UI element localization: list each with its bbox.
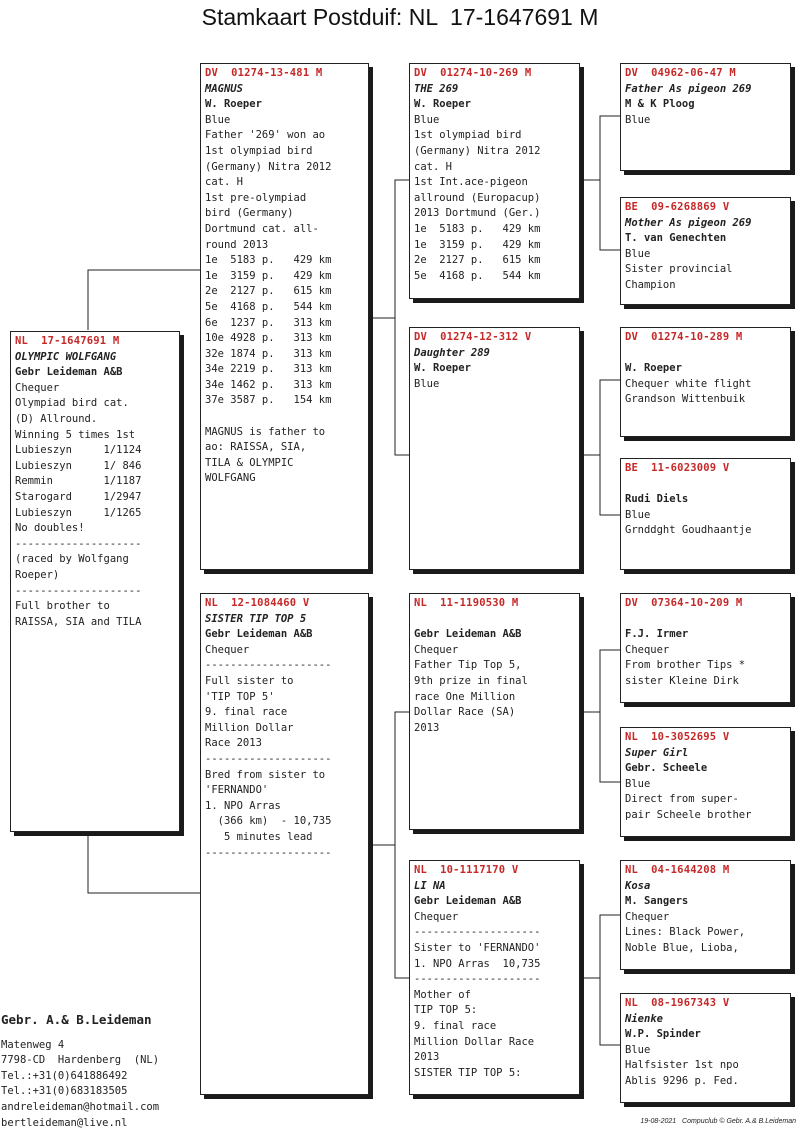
- subject-card[interactable]: [10, 331, 180, 832]
- fmf-card[interactable]: [620, 327, 791, 437]
- card-line: Blue: [414, 113, 440, 126]
- ring-number: NL 10-3052695 V: [625, 731, 730, 743]
- card-line: 34e 1462 p. 313 km: [205, 378, 332, 391]
- pigeon-name: Nienke: [625, 1012, 663, 1025]
- card-line: allround (Europacup): [414, 191, 541, 204]
- mff-card[interactable]: [620, 593, 791, 703]
- card-line: (Germany) Nitra 2012: [205, 160, 332, 173]
- card-line: 2013: [414, 721, 440, 734]
- card-line: (raced by Wolfgang: [15, 553, 129, 566]
- owner: Gebr Leideman A&B: [414, 895, 522, 908]
- card-line: 32e 1874 p. 313 km: [205, 347, 332, 360]
- card-line: 1st olympiad bird: [205, 144, 313, 157]
- connector-mother: [369, 712, 409, 978]
- owner: W.P. Spinder: [625, 1028, 701, 1041]
- ring-number: NL 04-1644208 M: [625, 864, 730, 876]
- phone-line: Tel.:+31(0)683183505: [1, 1085, 128, 1098]
- card-line: 'FERNANDO': [205, 784, 269, 797]
- card-line: 2e 2127 p. 615 km: [414, 254, 541, 267]
- owner: M. Sangers: [625, 895, 689, 908]
- ring-number: DV 07364-10-209 M: [625, 597, 743, 609]
- fm-card[interactable]: [409, 327, 580, 570]
- ring-number: DV 01274-13-481 M: [205, 67, 323, 79]
- card-line: Chequer: [625, 643, 670, 656]
- ffm-card[interactable]: [620, 197, 791, 305]
- card-line: Full sister to: [205, 674, 294, 687]
- address-line: 7798-CD Hardenberg (NL): [1, 1054, 160, 1067]
- card-line: Roeper): [15, 568, 60, 581]
- card-lines: [625, 508, 786, 539]
- card-line: 1st pre-olympiad: [205, 191, 307, 204]
- mother-card[interactable]: [200, 593, 369, 1095]
- page-title: Stamkaart Postduif: NL 17-1647691 M: [201, 4, 599, 30]
- fmm-card[interactable]: [620, 458, 791, 570]
- card-line: ao: RAISSA, SIA,: [205, 441, 307, 454]
- card-line: Full brother to: [15, 600, 110, 613]
- card-line: Grnddght Goudhaantje: [625, 524, 752, 537]
- card-line: 1st olympiad bird: [414, 129, 522, 142]
- card-line: SISTER TIP TOP 5:: [414, 1066, 522, 1079]
- card-line: Lubieszyn 1/1124: [15, 444, 142, 457]
- card-line: 1. NPO Arras: [205, 799, 281, 812]
- owner: Rudi Diels: [625, 493, 689, 506]
- mmf-card[interactable]: [620, 860, 791, 970]
- card-line: Blue: [625, 247, 651, 260]
- card-line: 'TIP TOP 5': [205, 690, 275, 703]
- pigeon-name: SISTER TIP TOP 5: [205, 612, 307, 625]
- connector-subject-mother: [88, 833, 200, 893]
- ring-number: DV 01274-12-312 V: [414, 331, 532, 343]
- owner: Gebr Leideman A&B: [205, 628, 313, 641]
- card-line: 2013: [414, 1051, 440, 1064]
- card-line: --------------------: [205, 846, 332, 859]
- card-line: MAGNUS is father to: [205, 425, 326, 438]
- mf-card[interactable]: [409, 593, 580, 830]
- card-lines: [15, 381, 175, 631]
- card-line: Blue: [625, 113, 651, 126]
- card-line: 1st Int.ace-pigeon: [414, 176, 528, 189]
- connector-ff: [580, 116, 620, 250]
- card-line: 1e 5183 p. 429 km: [414, 222, 541, 235]
- owner: W. Roeper: [414, 98, 471, 111]
- address-line: Matenweg 4: [1, 1038, 65, 1051]
- card-line: Blue: [414, 377, 440, 390]
- ring-number: NL 11-1190530 M: [414, 597, 519, 609]
- connector-mf: [580, 650, 620, 782]
- owner: Gebr Leideman A&B: [15, 366, 123, 379]
- card-line: Race 2013: [205, 737, 262, 750]
- card-line: --------------------: [414, 973, 541, 986]
- card-line: Blue: [205, 113, 231, 126]
- ring-number: DV 01274-10-289 M: [625, 331, 743, 343]
- ring-number: BE 09-6268869 V: [625, 201, 730, 213]
- card-line: Starogard 1/2947: [15, 490, 142, 503]
- ff-card[interactable]: [409, 63, 580, 299]
- card-line: Dortmund cat. all-: [205, 222, 319, 235]
- card-line: cat. H: [205, 176, 243, 189]
- card-line: Sister provincial: [625, 263, 733, 276]
- card-line: 5e 4168 p. 544 km: [205, 300, 332, 313]
- card-lines: [205, 643, 364, 861]
- card-line: 2013 Dortmund (Ger.): [414, 207, 541, 220]
- owner: W. Roeper: [205, 98, 262, 111]
- card-line: Winning 5 times 1st: [15, 428, 136, 441]
- card-line: Dollar Race (SA): [414, 706, 516, 719]
- card-line: Chequer: [414, 910, 459, 923]
- print-credit: 19-08-2021 Compuclub © Gebr. A.& B.Leideman: [640, 1118, 796, 1125]
- card-line: TILA & OLYMPIC: [205, 456, 294, 469]
- card-line: From brother Tips *: [625, 659, 746, 672]
- card-line: Blue: [625, 1043, 651, 1056]
- owner: M & K Ploog: [625, 98, 695, 111]
- connector-subject-father: [88, 270, 200, 330]
- card-line: (Germany) Nitra 2012: [414, 144, 541, 157]
- pigeon-name: Kosa: [625, 879, 651, 892]
- card-line: Halfsister 1st npo: [625, 1059, 739, 1072]
- mfm-card[interactable]: [620, 727, 791, 837]
- card-line: cat. H: [414, 160, 452, 173]
- card-lines: [625, 777, 786, 824]
- pigeon-name: MAGNUS: [205, 82, 243, 95]
- card-line: --------------------: [15, 584, 142, 597]
- card-lines: [625, 377, 786, 408]
- card-line: Blue: [625, 777, 651, 790]
- card-line: 9th prize in final: [414, 674, 528, 687]
- card-line: 1e 3159 p. 429 km: [205, 269, 332, 282]
- card-line: Noble Blue, Lioba,: [625, 941, 739, 954]
- connector-mm: [580, 915, 620, 1045]
- card-line: Bred from sister to: [205, 768, 326, 781]
- card-lines: [205, 113, 364, 487]
- card-line: RAISSA, SIA and TILA: [15, 615, 142, 628]
- father-card[interactable]: [200, 63, 369, 570]
- card-line: Sister to 'FERNANDO': [414, 941, 541, 954]
- card-line: Lubieszyn 1/ 846: [15, 459, 142, 472]
- owner: Gebr Leideman A&B: [414, 628, 522, 641]
- card-line: 34e 2219 p. 313 km: [205, 363, 332, 376]
- pigeon-name: Father As pigeon 269: [625, 82, 752, 95]
- pigeon-name: OLYMPIC WOLFGANG: [15, 350, 117, 363]
- card-line: 6e 1237 p. 313 km: [205, 316, 332, 329]
- pigeon-name: Super Girl: [625, 746, 689, 759]
- card-line: Chequer: [205, 643, 250, 656]
- card-lines: [625, 1043, 786, 1090]
- owner: Gebr. Scheele: [625, 762, 708, 775]
- card-line: Champion: [625, 278, 676, 291]
- mm-card[interactable]: [409, 860, 580, 1095]
- card-line: Lines: Black Power,: [625, 926, 746, 939]
- card-lines: [625, 113, 786, 129]
- breeder-contact: [1, 1012, 159, 1131]
- company-name: Gebr. A.& B.Leideman: [1, 1012, 152, 1027]
- card-line: sister Kleine Dirk: [625, 674, 739, 687]
- card-line: --------------------: [414, 926, 541, 939]
- card-line: [205, 409, 364, 425]
- pigeon-name: Mother As pigeon 269: [625, 216, 752, 229]
- card-line: --------------------: [15, 537, 142, 550]
- card-line: --------------------: [205, 752, 332, 765]
- ring-number: NL 17-1647691 M: [15, 335, 120, 347]
- owner: W. Roeper: [414, 362, 471, 375]
- card-lines: [414, 113, 575, 285]
- email-link[interactable]: andreleideman@hotmail.com: [1, 1100, 160, 1113]
- mmm-card[interactable]: [620, 993, 791, 1103]
- owner: W. Roeper: [625, 362, 682, 375]
- ring-number: DV 04962-06-47 M: [625, 67, 736, 79]
- card-line: 1. NPO Arras 10,735: [414, 957, 541, 970]
- card-line: 1e 3159 p. 429 km: [414, 238, 541, 251]
- email-link[interactable]: bertleideman@live.nl: [1, 1116, 128, 1129]
- card-line: Blue: [625, 508, 651, 521]
- card-line: Chequer white flight: [625, 377, 752, 390]
- card-line: 10e 4928 p. 313 km: [205, 332, 332, 345]
- card-line: TIP TOP 5:: [414, 1004, 478, 1017]
- pigeon-name: Daughter 289: [414, 346, 490, 359]
- card-line: Grandson Wittenbuik: [625, 393, 746, 406]
- card-line: 2e 2127 p. 615 km: [205, 285, 332, 298]
- card-line: Chequer: [15, 381, 60, 394]
- card-line: Million Dollar: [205, 721, 294, 734]
- card-lines: [625, 910, 786, 957]
- card-lines: [414, 643, 575, 737]
- card-line: Father Tip Top 5,: [414, 659, 522, 672]
- card-line: (D) Allround.: [15, 412, 98, 425]
- card-line: Remmin 1/1187: [15, 475, 142, 488]
- card-line: bird (Germany): [205, 207, 294, 220]
- card-line: 5 minutes lead: [205, 830, 313, 843]
- card-line: Chequer: [414, 643, 459, 656]
- card-line: Ablis 9296 p. Fed.: [625, 1074, 739, 1087]
- card-line: 9. final race: [205, 706, 288, 719]
- pigeon-name: LI NA: [414, 879, 446, 892]
- card-line: 1e 5183 p. 429 km: [205, 254, 332, 267]
- ring-number: NL 12-1084460 V: [205, 597, 310, 609]
- card-lines: [625, 247, 786, 294]
- card-line: --------------------: [205, 659, 332, 672]
- card-line: Olympiad bird cat.: [15, 397, 129, 410]
- card-line: 37e 3587 p. 154 km: [205, 394, 332, 407]
- owner: F.J. Irmer: [625, 628, 689, 641]
- fff-card[interactable]: [620, 63, 791, 171]
- card-line: 5e 4168 p. 544 km: [414, 269, 541, 282]
- card-line: Million Dollar Race: [414, 1035, 535, 1048]
- owner: T. van Genechten: [625, 232, 727, 245]
- card-line: round 2013: [205, 238, 269, 251]
- ring-number: NL 10-1117170 V: [414, 864, 519, 876]
- pigeon-name: THE 269: [414, 82, 459, 95]
- card-line: Mother of: [414, 988, 471, 1001]
- ring-number: BE 11-6023009 V: [625, 462, 730, 474]
- card-line: race One Million: [414, 690, 516, 703]
- connector-fm: [580, 380, 620, 515]
- card-line: Father '269' won ao: [205, 129, 326, 142]
- card-line: Chequer: [625, 910, 670, 923]
- card-line: 9. final race: [414, 1019, 497, 1032]
- phone-line: Tel.:+31(0)641886492: [1, 1069, 128, 1082]
- ring-number: NL 08-1967343 V: [625, 997, 730, 1009]
- card-line: No doubles!: [15, 522, 85, 535]
- card-line: Lubieszyn 1/1265: [15, 506, 142, 519]
- card-line: WOLFGANG: [205, 472, 256, 485]
- card-line: Direct from super-: [625, 793, 739, 806]
- card-line: (366 km) - 10,735: [205, 815, 332, 828]
- card-lines: [414, 377, 575, 393]
- ring-number: DV 01274-10-269 M: [414, 67, 532, 79]
- card-lines: [625, 643, 786, 690]
- card-lines: [414, 910, 575, 1082]
- connector-father: [369, 180, 409, 455]
- card-line: pair Scheele brother: [625, 808, 752, 821]
